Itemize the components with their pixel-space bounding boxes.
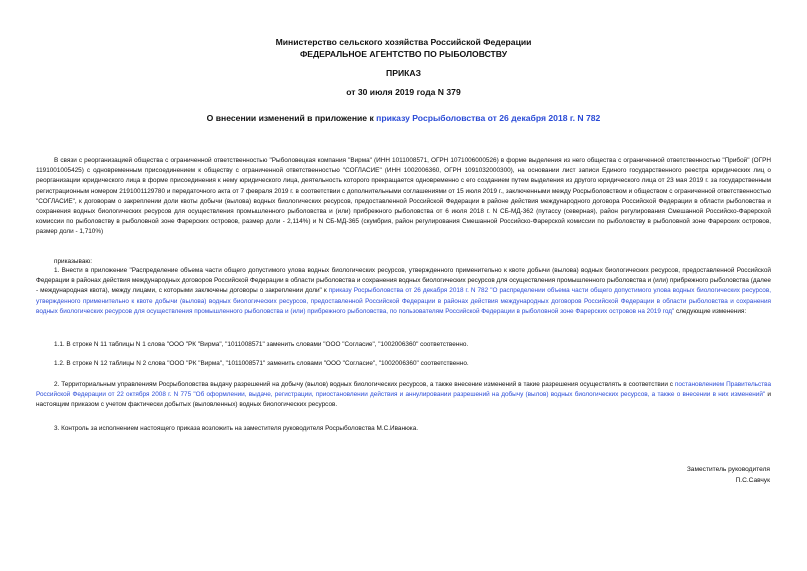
clause-1-2-paragraph: 1.2. В строке N 12 таблицы N 2 слова "ООО "РК "Вирма", "1011008571" заменить словами "ООО "Согласие", "1002006360" соответственно.	[54, 360, 469, 367]
clause-2-paragraph	[36, 380, 771, 411]
clause-1-1-paragraph: 1.1. В строке N 11 таблицы N 1 слова "ООО "РК "Вирма", "1011008571" заменить словами "ООО "Согласие", "1002006360" соответственно.	[54, 341, 469, 348]
signature-name: П.С.Савчук	[735, 477, 770, 484]
order-word: приказываю:	[54, 258, 92, 265]
clause-2-text: 2. Территориальным управлениям Росрыболовства выдачу разрешений на добычу (вылов) водных биологических ресурсов, а также внесение изменений в такие разрешения осуществлять в соответствии с	[54, 381, 675, 388]
clause-2-suffix: и настоящим приказом с учетом фактически добытых (выловленных) водных биологических ресурсов.	[36, 391, 771, 409]
document-title	[0, 113, 807, 123]
title-order-link[interactable]: приказу Росрыболовства от 26 декабря 2018 г. N 782	[376, 113, 601, 123]
date-number-heading: от 30 июля 2019 года N 379	[346, 87, 461, 97]
clause-3-paragraph: 3. Контроль за исполнением настоящего приказа возложить на заместителя руководителя Росрыболовства М.С.Иванюка.	[54, 425, 419, 432]
clause-1-order-link[interactable]: приказу Росрыболовства от 26 декабря 2018 г. N 782 "О распределении объема части общего допустимого улова водных биологических ресурсов, утвержденного применительно к квоте добычи (вылова) водных биологических ресурсов, предоставленной Российской Федерации в районах действия международных договоров Российской Федерации в области рыболовства и сохранения водных биологических ресурсов для осуществления промышленного рыболовства и (или) прибрежного рыболовства, по пользователям Российской Федерации в рыболовной зоне Фарерских островов на 2019 год"	[36, 287, 771, 315]
clause-1-suffix: следующие изменения:	[674, 307, 747, 315]
signature-position: Заместитель руководителя	[686, 466, 770, 473]
title-prefix: О внесении изменений в приложение к	[206, 113, 377, 123]
preamble-paragraph: В связи с реорганизацией общества с ограниченной ответственностью "Рыболовецкая компания "Вирма" (ИНН 1011008571, ОГРН 1071006000526) в форме выделения из него общества с ограниченной ответственностью "Прибой" (ОГРН 1191001005425) с одновременным присоединением к обществу с ограниченной ответственностью "СОГЛАСИЕ" (ИНН 1002006360, ОГРН 1091032000300), на основании лист записи Единого государственного реестра юридических лиц о реорганизации юридического лица в форме присоединения к нему юридического лица, деятельность которого прекращается одновременно с его созданием путем выделения из другого юридического лица от 23 мая 2019 г. за государственным регистрационным номером 2191001129780 и передаточного акта от 7 февраля 2019 г. в соответствии с дополнительными соглашениями от 15 июля 2019 г., заключенными между Росрыболовством и обществом с ограниченной ответственностью "СОГЛАСИЕ", к договорам о закреплении доли квоты добычи (вылова) водных биологических ресурсов, предоставленной Российской Федерации в районе действия международного договора Российской Федерации в области рыболовства и сохранения водных биологических ресурсов для осуществления промышленного рыболовства и (или) прибрежного рыболовства от 6 июля 2018 г. N СБ-МД-362 (путассу (северная), район регулирования Смешанной Российско-Фарерской комиссии по рыболовству в рыболовной зоне Фарерских островов, размер доли - 2,114%) и N СБ-МД-365 (скумбрия, район регулирования Смешанной Российско-Фарерской комиссии по рыболовству в рыболовной зоне Фарерских островов, размер доли - 1,710%)	[36, 157, 771, 236]
clause-1-text: 1. Внести в приложение "Распределение объема части общего допустимого улова водных биологических ресурсов, утвержденного применительно к квоте добычи (вылова) водных биологических ресурсов, предоставленной Российской Федерации в районах действия международных договоров Российской Федерации в области рыболовства и сохранения водных биологических ресурсов для осуществления промышленного рыболовства и (или) прибрежного рыболовства (далее - международная квота), между лицами, с которыми заключены договоры о закреплении доли" к	[36, 267, 771, 295]
agency-heading: ФЕДЕРАЛЬНОЕ АГЕНТСТВО ПО РЫБОЛОВСТВУ	[299, 49, 508, 59]
clause-1-paragraph	[36, 266, 771, 317]
ministry-heading: Министерство сельского хозяйства Российской Федерации	[275, 37, 532, 47]
doc-type-heading: ПРИКАЗ	[386, 68, 421, 78]
clause-2-resolution-link[interactable]: постановлением Правительства Российской Федерации от 22 октября 2008 г. N 775 "Об оформлении, выдаче, регистрации, приостановлении действия и аннулировании разрешений на добычу (вылов) водных биологических ресурсов, а также о внесении в них изменений"	[36, 381, 772, 399]
